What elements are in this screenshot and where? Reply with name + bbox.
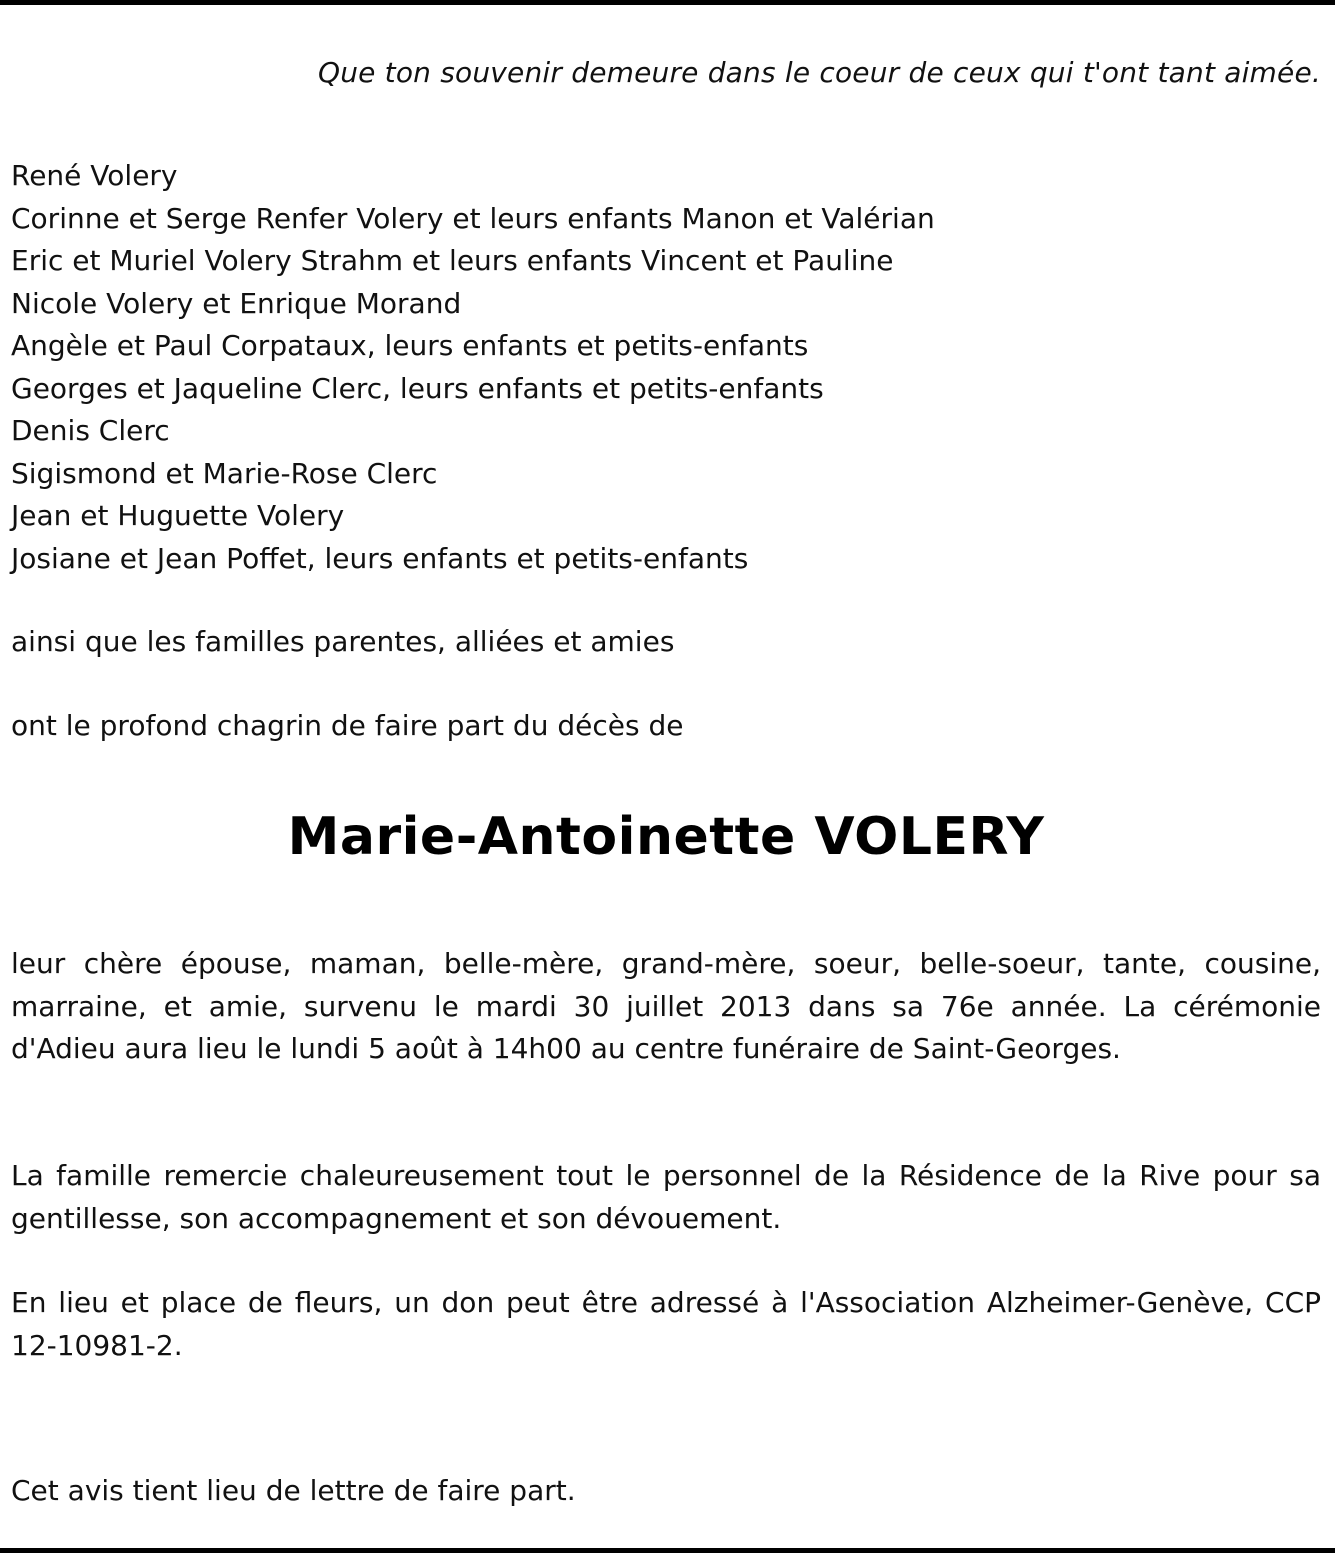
- bottom-border-rule: [0, 1548, 1335, 1553]
- deceased-name: Marie-Antoinette VOLERY: [287, 807, 1045, 867]
- epigraph: Que ton souvenir demeure dans le coeur de ceux qui t'ont tant aimée.: [317, 56, 1321, 89]
- top-border-rule: [0, 0, 1335, 5]
- details-paragraph: leur chère épouse, maman, belle-mère, grand-mère, soeur, belle-soeur, tante, cousine, marraine, et amie, survenu le mardi 30 juillet 2013 dans sa 76e année. La cérémonie d'Adieu aura lieu le lundi 5 août à 14h00 au centre funéraire de Saint-Georges.: [11, 947, 1321, 1065]
- family-member-line: Corinne et Serge Renfer Volery et leurs enfants Manon et Valérian: [11, 201, 935, 235]
- donation-paragraph: En lieu et place de fleurs, un don peut être adressé à l'Association Alzheimer-Genève, CCP 12-10981-2.: [11, 1286, 1321, 1362]
- family-member-line: René Volery: [11, 159, 178, 192]
- family-member-line: Sigismond et Marie-Rose Clerc: [11, 456, 438, 490]
- allies-line: ainsi que les familles parentes, alliées et amies: [11, 625, 675, 658]
- family-member-line: Denis Clerc: [11, 414, 170, 447]
- family-member-line: Josiane et Jean Poffet, leurs enfants et petits-enfants: [11, 541, 749, 575]
- family-member-line: Georges et Jaqueline Clerc, leurs enfants et petits-enfants: [11, 371, 824, 405]
- family-member-line: Eric et Muriel Volery Strahm et leurs enfants Vincent et Pauline: [11, 244, 894, 277]
- announcement-line: ont le profond chagrin de faire part du décès de: [11, 709, 684, 742]
- family-member-line: Nicole Volery et Enrique Morand: [11, 286, 462, 320]
- family-member-line: Angèle et Paul Corpataux, leurs enfants et petits-enfants: [11, 329, 809, 362]
- obituary-notice: [11, 50, 1321, 1507]
- family-members-list: [11, 155, 935, 580]
- family-member-line: Jean et Huguette Volery: [11, 499, 345, 532]
- closing-line: Cet avis tient lieu de lettre de faire part.: [11, 1474, 576, 1507]
- thanks-paragraph: La famille remercie chaleureusement tout le personnel de la Résidence de la Rive pour sa gentillesse, son accompagnement et son dévouement.: [11, 1159, 1321, 1235]
